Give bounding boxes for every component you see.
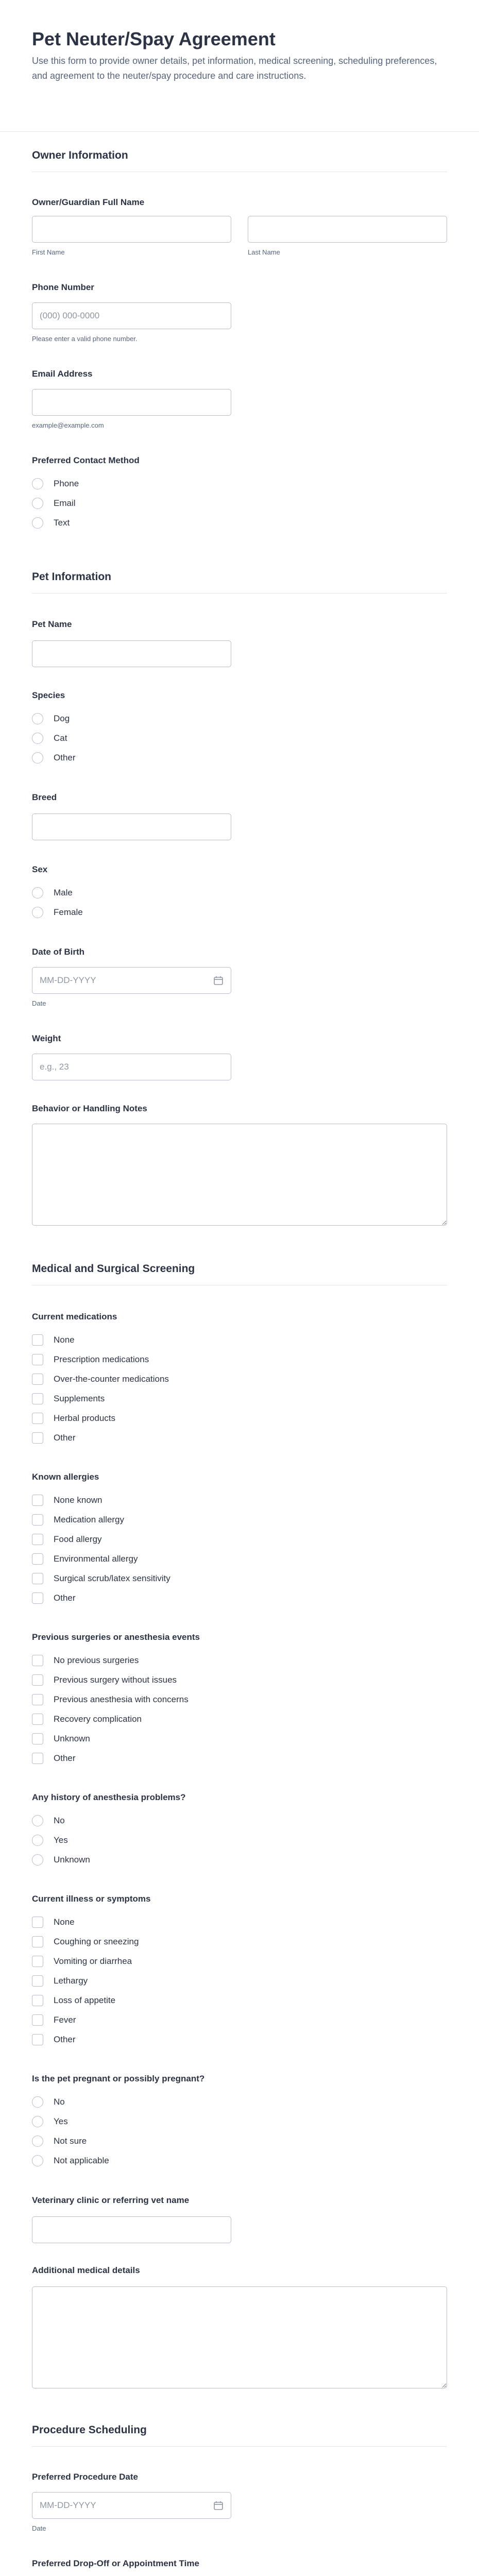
- surgery-option[interactable]: Recovery complication: [32, 1713, 142, 1725]
- contact-method-label: Preferred Contact Method: [32, 455, 140, 465]
- medical-details-label: Additional medical details: [32, 2265, 140, 2275]
- checkbox[interactable]: [32, 1655, 43, 1666]
- pet-name-input[interactable]: [32, 640, 231, 667]
- surgery-option[interactable]: Previous surgery without issues: [32, 1674, 177, 1686]
- illness-option[interactable]: Lethargy: [32, 1975, 88, 1987]
- illness-option[interactable]: None: [32, 1916, 75, 1928]
- pet-name-label: Pet Name: [32, 619, 72, 629]
- pregnant-option-not-sure[interactable]: Not sure: [32, 2135, 87, 2147]
- species-label: Species: [32, 690, 65, 700]
- pregnant-option-no[interactable]: No: [32, 2096, 65, 2108]
- illness-option[interactable]: Fever: [32, 2014, 76, 2026]
- email-input[interactable]: [32, 389, 231, 416]
- vet-input[interactable]: [32, 2216, 231, 2243]
- checkbox[interactable]: [32, 1936, 43, 1947]
- checkbox[interactable]: [32, 1592, 43, 1604]
- weight-label: Weight: [32, 1033, 61, 1043]
- form-title: Pet Neuter/Spay Agreement: [32, 28, 276, 49]
- checkbox[interactable]: [32, 1694, 43, 1705]
- surgery-option[interactable]: Unknown: [32, 1733, 90, 1745]
- contact-option-text[interactable]: Text: [32, 517, 70, 529]
- checkbox[interactable]: [32, 1354, 43, 1365]
- vet-label: Veterinary clinic or referring vet name: [32, 2195, 190, 2205]
- time-label: Preferred Drop-Off or Appointment Time: [32, 2558, 199, 2568]
- medical-details-textarea[interactable]: [32, 2286, 447, 2388]
- last-name-sublabel: Last Name: [248, 248, 280, 256]
- medication-option[interactable]: Other: [32, 1432, 76, 1444]
- medication-option[interactable]: Prescription medications: [32, 1353, 149, 1366]
- checkbox[interactable]: [32, 1917, 43, 1928]
- sex-option-female[interactable]: Female: [32, 906, 83, 919]
- procedure-date-sublabel: Date: [32, 2524, 46, 2532]
- radio-button[interactable]: [32, 498, 43, 509]
- checkbox[interactable]: [32, 1553, 43, 1565]
- checkbox[interactable]: [32, 2014, 43, 2026]
- pregnant-label: Is the pet pregnant or possibly pregnant?: [32, 2074, 205, 2083]
- radio-button[interactable]: [32, 478, 43, 489]
- radio-button[interactable]: [32, 517, 43, 529]
- pregnant-option-yes[interactable]: Yes: [32, 2115, 68, 2128]
- radio-button[interactable]: [32, 887, 43, 899]
- procedure-date-input[interactable]: [32, 2492, 231, 2519]
- radio-button[interactable]: [32, 713, 43, 724]
- radio-button[interactable]: [32, 752, 43, 764]
- checkbox[interactable]: [32, 1956, 43, 1967]
- handling-notes-textarea[interactable]: [32, 1124, 447, 1226]
- dob-input[interactable]: [32, 967, 231, 994]
- sex-label: Sex: [32, 865, 48, 874]
- handling-notes-label: Behavior or Handling Notes: [32, 1104, 147, 1113]
- radio-button[interactable]: [32, 1815, 43, 1826]
- weight-input[interactable]: [32, 1054, 231, 1080]
- breed-label: Breed: [32, 792, 57, 802]
- radio-button[interactable]: [32, 2136, 43, 2147]
- illness-option[interactable]: Vomiting or diarrhea: [32, 1955, 132, 1968]
- checkbox[interactable]: [32, 1733, 43, 1744]
- allergy-option[interactable]: Medication allergy: [32, 1514, 124, 1526]
- allergies-label: Known allergies: [32, 1472, 99, 1482]
- medication-option[interactable]: Herbal products: [32, 1412, 115, 1425]
- anesthesia-option-unknown[interactable]: Unknown: [32, 1854, 90, 1866]
- dob-label: Date of Birth: [32, 947, 84, 957]
- surgery-option[interactable]: Previous anesthesia with concerns: [32, 1693, 189, 1706]
- phone-input[interactable]: [32, 302, 231, 329]
- contact-option-phone[interactable]: Phone: [32, 478, 79, 490]
- dob-sublabel: Date: [32, 999, 46, 1007]
- section-title-owner: Owner Information: [32, 149, 128, 161]
- pregnant-option-na[interactable]: Not applicable: [32, 2155, 109, 2167]
- first-name-input[interactable]: [32, 216, 231, 243]
- section-title-pet: Pet Information: [32, 571, 112, 583]
- allergy-option[interactable]: Other: [32, 1592, 76, 1604]
- anesthesia-option-yes[interactable]: Yes: [32, 1834, 68, 1846]
- allergy-option[interactable]: Food allergy: [32, 1533, 102, 1546]
- full-name-label: Owner/Guardian Full Name: [32, 197, 145, 207]
- radio-button[interactable]: [32, 2096, 43, 2108]
- species-option-dog[interactable]: Dog: [32, 713, 70, 725]
- radio-button[interactable]: [32, 733, 43, 744]
- email-sublabel: example@example.com: [32, 421, 104, 429]
- form-description: Use this form to provide owner details, pet information, medical screening, scheduling preferences, and agreement to the neuter/spay procedure and care instructions.: [32, 56, 437, 81]
- checkbox[interactable]: [32, 2034, 43, 2045]
- sex-option-male[interactable]: Male: [32, 887, 73, 899]
- radio-button[interactable]: [32, 1835, 43, 1846]
- checkbox[interactable]: [32, 1674, 43, 1686]
- medication-option[interactable]: Over-the-counter medications: [32, 1373, 169, 1385]
- medications-label: Current medications: [32, 1312, 117, 1321]
- procedure-date-placeholder: MM-DD-YYYY: [40, 2500, 96, 2510]
- species-option-cat[interactable]: Cat: [32, 732, 67, 744]
- illness-label: Current illness or symptoms: [32, 1894, 151, 1904]
- section-title-scheduling: Procedure Scheduling: [32, 2424, 147, 2436]
- checkbox[interactable]: [32, 1334, 43, 1346]
- first-name-sublabel: First Name: [32, 248, 65, 256]
- radio-button[interactable]: [32, 1854, 43, 1866]
- checkbox[interactable]: [32, 1714, 43, 1725]
- anesthesia-option-no[interactable]: No: [32, 1815, 65, 1827]
- header-divider: [0, 131, 479, 132]
- surgeries-label: Previous surgeries or anesthesia events: [32, 1632, 200, 1642]
- phone-sublabel: Please enter a valid phone number.: [32, 335, 138, 343]
- surgery-option[interactable]: No previous surgeries: [32, 1654, 139, 1667]
- form-header: [32, 28, 454, 83]
- surgery-option[interactable]: Other: [32, 1752, 76, 1765]
- dob-placeholder: MM-DD-YYYY: [40, 975, 96, 985]
- last-name-input[interactable]: [248, 216, 447, 243]
- phone-label: Phone Number: [32, 282, 94, 292]
- checkbox[interactable]: [32, 1413, 43, 1424]
- section-divider: [32, 2446, 447, 2447]
- section-divider: [32, 593, 447, 594]
- calendar-icon[interactable]: [213, 975, 224, 986]
- checkbox[interactable]: [32, 1573, 43, 1584]
- radio-button[interactable]: [32, 2155, 43, 2166]
- section-title-medical: Medical and Surgical Screening: [32, 1263, 195, 1275]
- illness-option[interactable]: Coughing or sneezing: [32, 1936, 139, 1948]
- calendar-icon[interactable]: [213, 2500, 224, 2511]
- illness-option[interactable]: Other: [32, 2033, 76, 2046]
- checkbox[interactable]: [32, 1374, 43, 1385]
- radio-button[interactable]: [32, 2116, 43, 2127]
- contact-option-email[interactable]: Email: [32, 497, 76, 510]
- checkbox[interactable]: [32, 1514, 43, 1526]
- checkbox[interactable]: [32, 1432, 43, 1444]
- medication-option[interactable]: Supplements: [32, 1393, 105, 1405]
- checkbox[interactable]: [32, 1753, 43, 1764]
- checkbox[interactable]: [32, 1534, 43, 1545]
- checkbox[interactable]: [32, 1995, 43, 2006]
- email-label: Email Address: [32, 369, 93, 379]
- checkbox[interactable]: [32, 1393, 43, 1404]
- radio-button[interactable]: [32, 907, 43, 918]
- checkbox[interactable]: [32, 1975, 43, 1987]
- species-option-other[interactable]: Other: [32, 752, 76, 764]
- anesthesia-label: Any history of anesthesia problems?: [32, 1792, 186, 1802]
- allergy-option[interactable]: None known: [32, 1494, 102, 1506]
- illness-option[interactable]: Loss of appetite: [32, 1994, 115, 2007]
- procedure-date-label: Preferred Procedure Date: [32, 2472, 138, 2482]
- breed-input[interactable]: [32, 814, 231, 840]
- allergy-option[interactable]: Environmental allergy: [32, 1553, 138, 1565]
- checkbox[interactable]: [32, 1495, 43, 1506]
- allergy-option[interactable]: Surgical scrub/latex sensitivity: [32, 1572, 170, 1585]
- medication-option[interactable]: None: [32, 1334, 75, 1346]
